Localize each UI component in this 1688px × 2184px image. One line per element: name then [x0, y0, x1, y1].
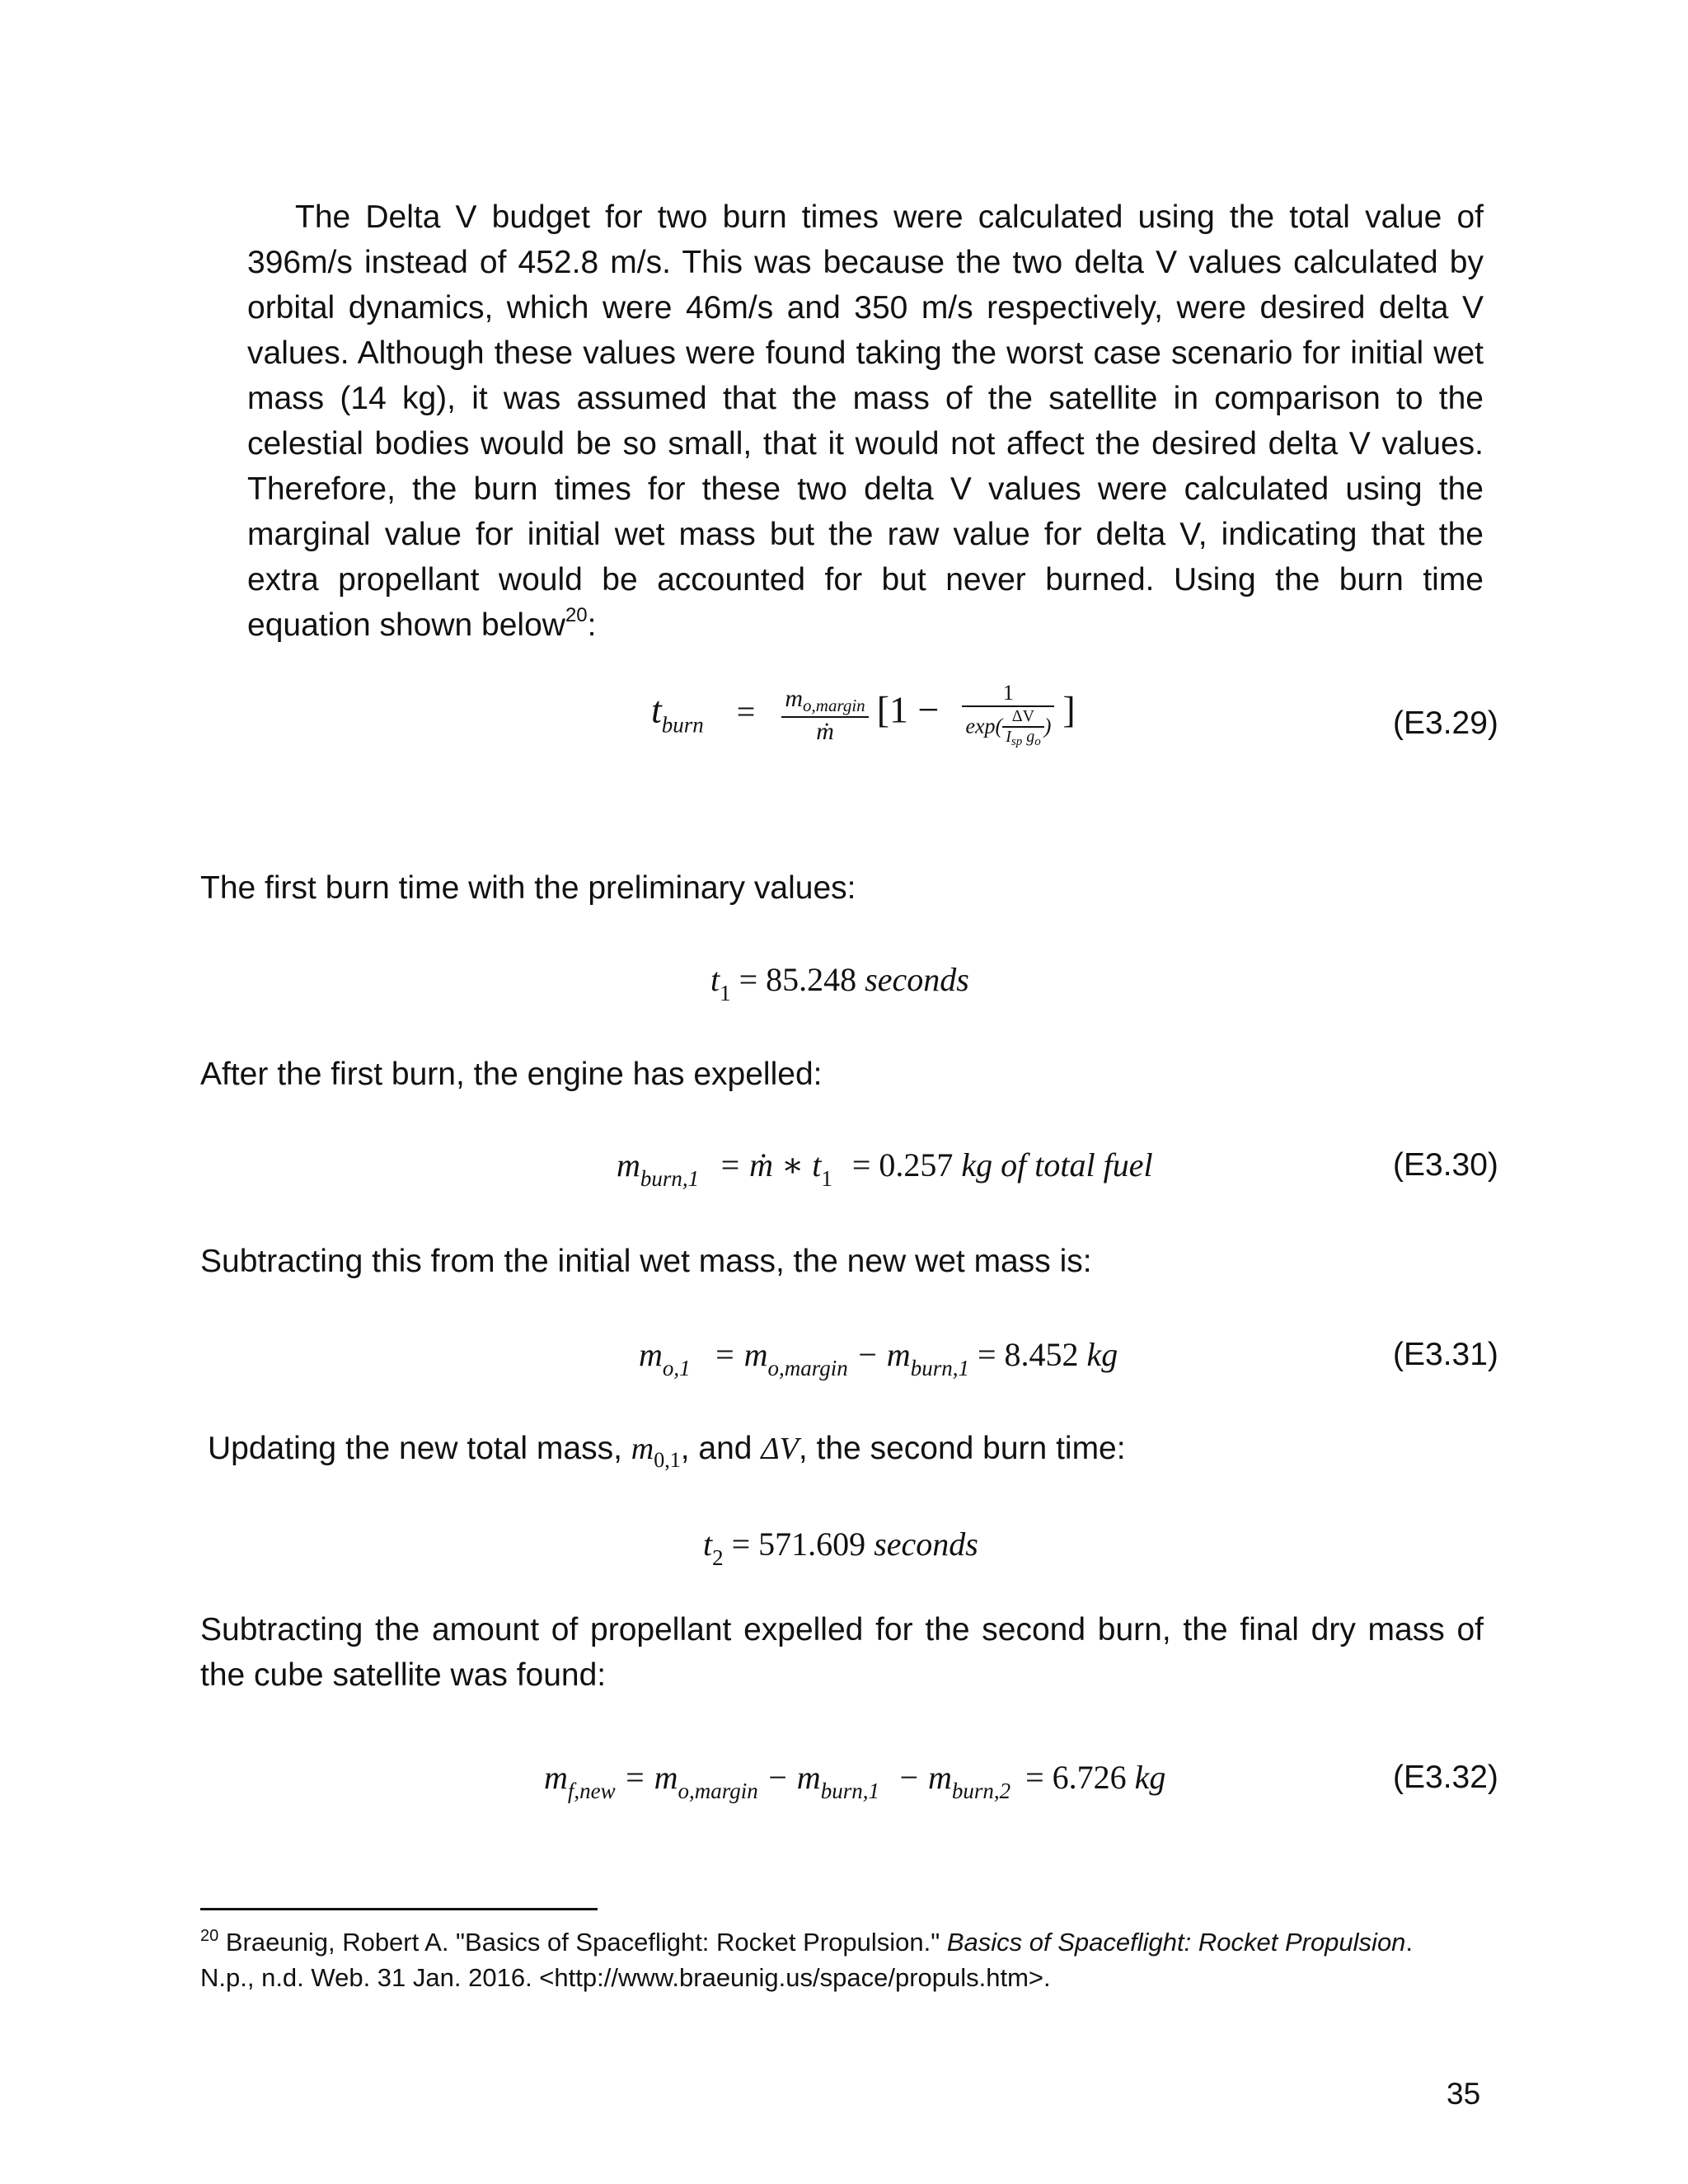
after-first-burn-line: After the first burn, the engine has expelled:	[200, 1057, 823, 1092]
equation-e3-30: $m_{burn,1}$ = ṁ ∗ $t_1 = 0.257$ kg of total fuel	[617, 1146, 1153, 1191]
equation-number-e3-29: (E3.29)	[1393, 705, 1498, 741]
equation-e3-31: $m_{o,1} = m_{o,margin} - m_{burn,1} = 8.452$ kg	[639, 1336, 1118, 1380]
page-number: 35	[1447, 2077, 1481, 2111]
equation-number-e3-31: (E3.31)	[1393, 1337, 1498, 1372]
equation-e3-32: $m_{f,new} = m_{o,margin} - m_{burn,1} - m_{burn,2} = 6.726$ kg	[544, 1759, 1166, 1803]
footnote-source-title: Basics of Spaceflight: Rocket Propulsion	[946, 1928, 1406, 1957]
equation-e3-29: $t_{burn}$ = $\frac{m_{o,margin}}{\text{ṁ}}$ [1 − 1 exp( $\frac{\Delta V}{I_{sp} g_o}$ ) ]	[651, 681, 1076, 748]
footnote-separator	[200, 1908, 598, 1910]
first-burn-line: The first burn time with the preliminary values:	[200, 870, 856, 906]
intro-tail: :	[587, 607, 597, 643]
footnote-text-tail: . N.p., n.d. Web. 31 Jan. 2016. <http://www.braeunig.us/space/propuls.htm>.	[200, 1928, 1414, 1992]
intro-text: The Delta V budget for two burn times were calculated using the total value of 396m/s instead of 452.8 m/s. This was because the two delta V values calculated by orbital dynamics, which were 46m/s and 350 m/s respectively, were desired delta V values. Although these values were found taking the worst case scenario for initial wet mass (14 kg), it was assumed that the mass of the satellite in comparison to the celestial bodies would be so small, that it would not affect the desired delta V values. Therefore, the burn times for these two delta V values were calculated using the marginal value for initial wet mass but the raw value for delta V, indicating that the extra propellant would be accounted for but never burned. Using the burn time equation shown below	[247, 199, 1484, 643]
footnote-number: 20	[200, 1927, 219, 1945]
intro-paragraph	[247, 194, 1484, 648]
equation-number-e3-30: (E3.30)	[1393, 1147, 1498, 1183]
footnote-text: Braeunig, Robert A. "Basics of Spaceflight: Rocket Propulsion."	[225, 1928, 940, 1957]
footnote	[200, 1924, 1420, 1995]
equation-t2: $t_2 = 571.609$ seconds	[703, 1526, 978, 1570]
equation-t1: $t_1 = 85.248$ seconds	[710, 961, 969, 1005]
footnote-reference: 20	[565, 604, 588, 626]
mass-over-flow-fraction: $\frac{m_{o,margin}}{\text{ṁ}}$	[781, 685, 868, 746]
subtracting-line: Subtracting this from the initial wet mass, the new wet mass is:	[200, 1244, 1092, 1279]
equation-number-e3-32: (E3.32)	[1393, 1760, 1498, 1795]
updating-line: Updating the new total mass, $m_{0,1}$, and ΔV, the second burn time:	[208, 1431, 1126, 1472]
final-paragraph: Subtracting the amount of propellant expelled for the second burn, the final dry mass of the cube satellite was found:	[200, 1612, 1484, 1693]
exponential-fraction: 1 exp( $\frac{\Delta V}{I_{sp} g_o}$ )	[962, 681, 1054, 749]
